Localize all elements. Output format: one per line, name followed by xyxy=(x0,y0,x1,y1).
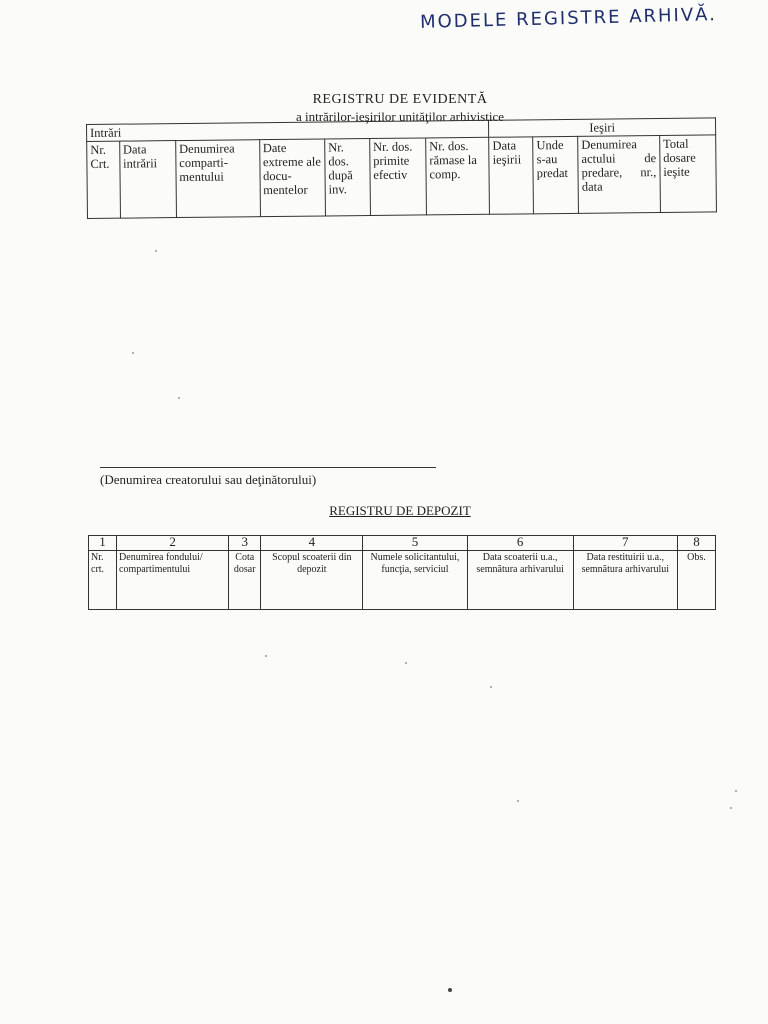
col-nr-dos-ramase: Nr. dos. rămase la comp. xyxy=(426,137,490,215)
colnum-8: 8 xyxy=(677,536,715,551)
col-nr-crt: Nr. Crt. xyxy=(87,141,120,218)
register1-table xyxy=(86,117,717,219)
scan-speck xyxy=(132,352,134,354)
col2-cota-dosar: Cota dosar xyxy=(229,551,261,610)
col2-numele-solicitantului: Numele solicitantului, funcţia, serviciul xyxy=(363,551,467,610)
col-act-predare: Denumirea actului de predare, nr., data xyxy=(578,135,660,213)
scan-speck xyxy=(178,397,180,399)
register1-title: REGISTRU DE EVIDENTĂ xyxy=(312,92,488,107)
creator-caption: (Denumirea creatorului sau deţinătorului) xyxy=(100,472,317,487)
col2-nr-crt: Nr. crt. xyxy=(89,551,117,610)
colnum-2: 2 xyxy=(117,536,229,551)
scan-speck xyxy=(155,250,157,252)
scan-speck xyxy=(735,790,737,792)
col2-obs: Obs. xyxy=(677,551,715,610)
scan-speck xyxy=(730,807,732,809)
scan-speck xyxy=(490,686,492,688)
col-nr-dos-primite: Nr. dos. primite efectiv xyxy=(369,138,426,216)
group-iesiri: Ieşiri xyxy=(489,118,716,137)
register1-subtitle: a intrărilor-ieşirilor unităţilor arhivistice xyxy=(295,109,505,124)
scan-speck xyxy=(405,662,407,664)
colnum-7: 7 xyxy=(573,536,677,551)
creator-underline xyxy=(100,467,436,468)
colnum-5: 5 xyxy=(363,536,467,551)
col-data-iesirii: Data ieşirii xyxy=(489,137,534,214)
col2-data-restituirii: Data restituirii u.a., semnătura arhivarului xyxy=(573,551,677,610)
col2-scopul-scoaterii: Scopul scoaterii din depozit xyxy=(261,551,363,610)
col-total-dosare: Total dosare ieşite xyxy=(659,135,716,213)
col-denumirea-compartimentului: Denumirea comparti-mentului xyxy=(176,140,261,218)
handwritten-note: MODELE REGISTRE ARHIVĂ. xyxy=(419,4,718,33)
col-nr-dos-inv: Nr. dos. după inv. xyxy=(325,139,371,216)
scan-speck xyxy=(517,800,519,802)
col-unde-predat: Unde s-au predat xyxy=(533,136,579,213)
colnum-1: 1 xyxy=(89,536,117,551)
colnum-3: 3 xyxy=(229,536,261,551)
scan-dot xyxy=(448,988,452,992)
colnum-6: 6 xyxy=(467,536,573,551)
group-intrari: Intrări xyxy=(87,120,489,141)
col-date-extreme: Date extreme ale docu-mentelor xyxy=(259,139,325,217)
col2-denumirea-fondului: Denumirea fondului/ compartimentului xyxy=(117,551,229,610)
col2-data-scoaterii: Data scoaterii u.a., semnătura arhivarului xyxy=(467,551,573,610)
scan-speck xyxy=(265,655,267,657)
col-data-intrarii: Data intrării xyxy=(119,141,176,219)
colnum-4: 4 xyxy=(261,536,363,551)
register2-title: REGISTRU DE DEPOZIT xyxy=(329,503,471,518)
register2-table xyxy=(88,535,716,610)
